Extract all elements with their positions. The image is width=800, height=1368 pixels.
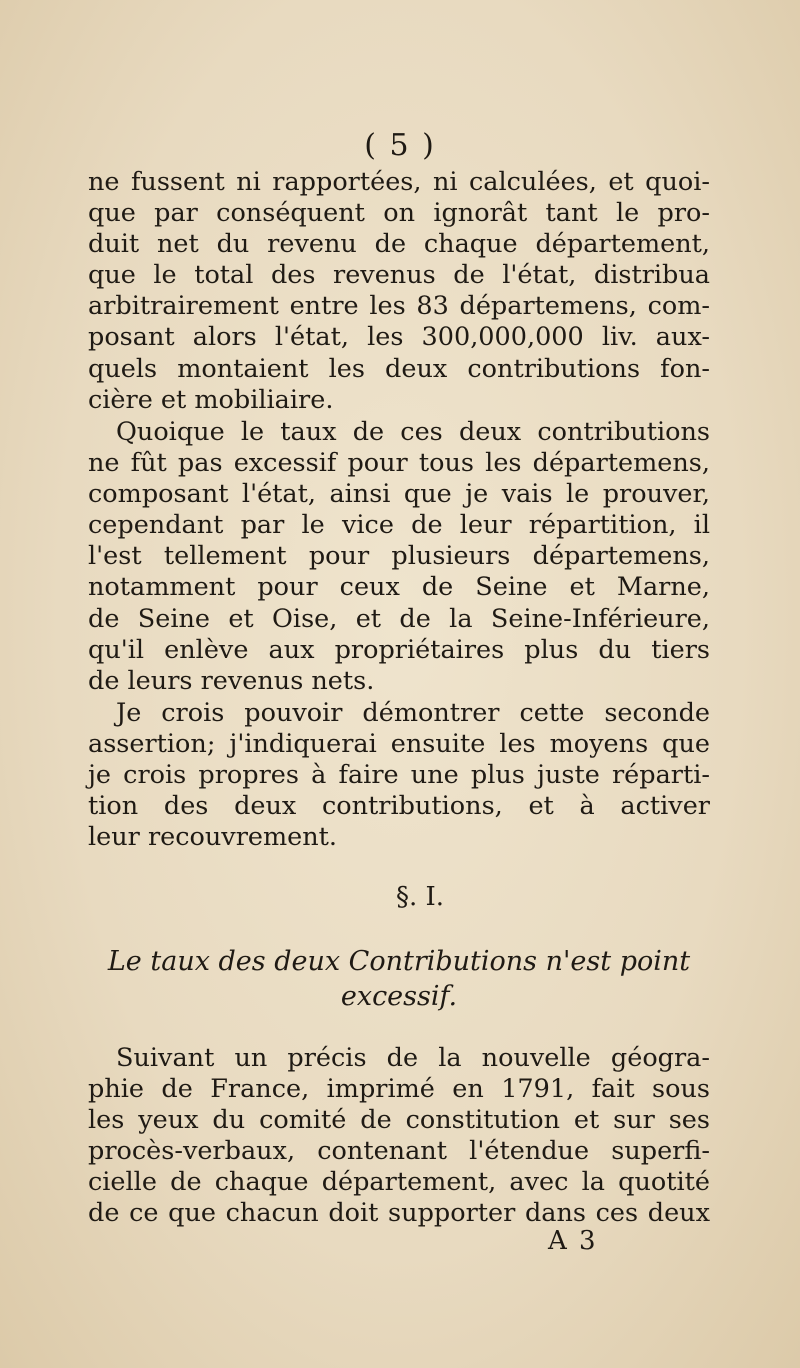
text-line: l'est tellement pour plusieurs départemens, — [88, 541, 710, 572]
text-line: que par conséquent on ignorât tant le pro- — [88, 198, 710, 229]
text-line: duit net du revenu de chaque département, — [88, 229, 710, 260]
section-title-line: Le taux des deux Contributions n'est point — [107, 946, 691, 977]
text-line: Suivant un précis de la nouvelle géogra- — [116, 1043, 710, 1073]
text-line: ne fût pas excessif pour tous les départemens, — [88, 448, 710, 479]
text-line: posant alors l'état, les 300,000,000 liv. aux- — [88, 322, 710, 353]
section-title-line: excessif. — [340, 981, 458, 1012]
paragraph-1 — [88, 167, 710, 416]
text-line: cependant par le vice de leur répartition, il — [88, 510, 710, 541]
section-title — [88, 944, 710, 1014]
text-line: cielle de chaque département, avec la quotité — [88, 1167, 710, 1198]
text-line: arbitrairement entre les 83 départemens, com- — [88, 291, 710, 322]
text-line: qu'il enlève aux propriétaires plus du tiers — [88, 634, 710, 665]
text-line: Je crois pouvoir démontrer cette seconde — [116, 698, 710, 728]
text-line: de leurs revenus nets. — [88, 665, 375, 696]
text-line: de ce que chacun doit supporter dans ces deux — [88, 1198, 710, 1229]
text-line: que le total des revenus de l'état, distribua — [88, 260, 710, 291]
text-line: les yeux du comité de constitution et sur ses — [88, 1105, 710, 1136]
text-line: Quoique le taux de ces deux contributions — [116, 417, 710, 447]
paragraph-2 — [88, 417, 710, 697]
text-line: leur recouvrement. — [88, 822, 338, 853]
paragraph-4 — [88, 1043, 710, 1230]
text-line: tion des deux contributions, et à activer — [88, 791, 710, 822]
text-line: de Seine et Oise, et de la Seine-Inférieure, — [88, 603, 710, 634]
text-line: procès-verbaux, contenant l'étendue superfi- — [88, 1136, 710, 1167]
text-line: je crois propres à faire une plus juste réparti- — [88, 760, 710, 791]
text-line: ne fussent ni rapportées, ni calculées, et quoi- — [88, 167, 710, 197]
paragraph-3 — [88, 698, 710, 853]
text-line: assertion; j'indiquerai ensuite les moyens que — [88, 729, 710, 760]
signature-mark: A 3 — [548, 1226, 598, 1256]
section-mark: §. I. — [395, 882, 445, 912]
text-line: notamment pour ceux de Seine et Marne, — [88, 572, 710, 603]
text-line: composant l'état, ainsi que je vais le prouver, — [88, 479, 710, 510]
text-line: cière et mobiliaire. — [88, 384, 334, 415]
text-line: phie de France, imprimé en 1791, fait sous — [88, 1074, 710, 1105]
text-line: quels montaient les deux contributions fon- — [88, 353, 710, 384]
page-number: ( 5 ) — [364, 128, 436, 163]
